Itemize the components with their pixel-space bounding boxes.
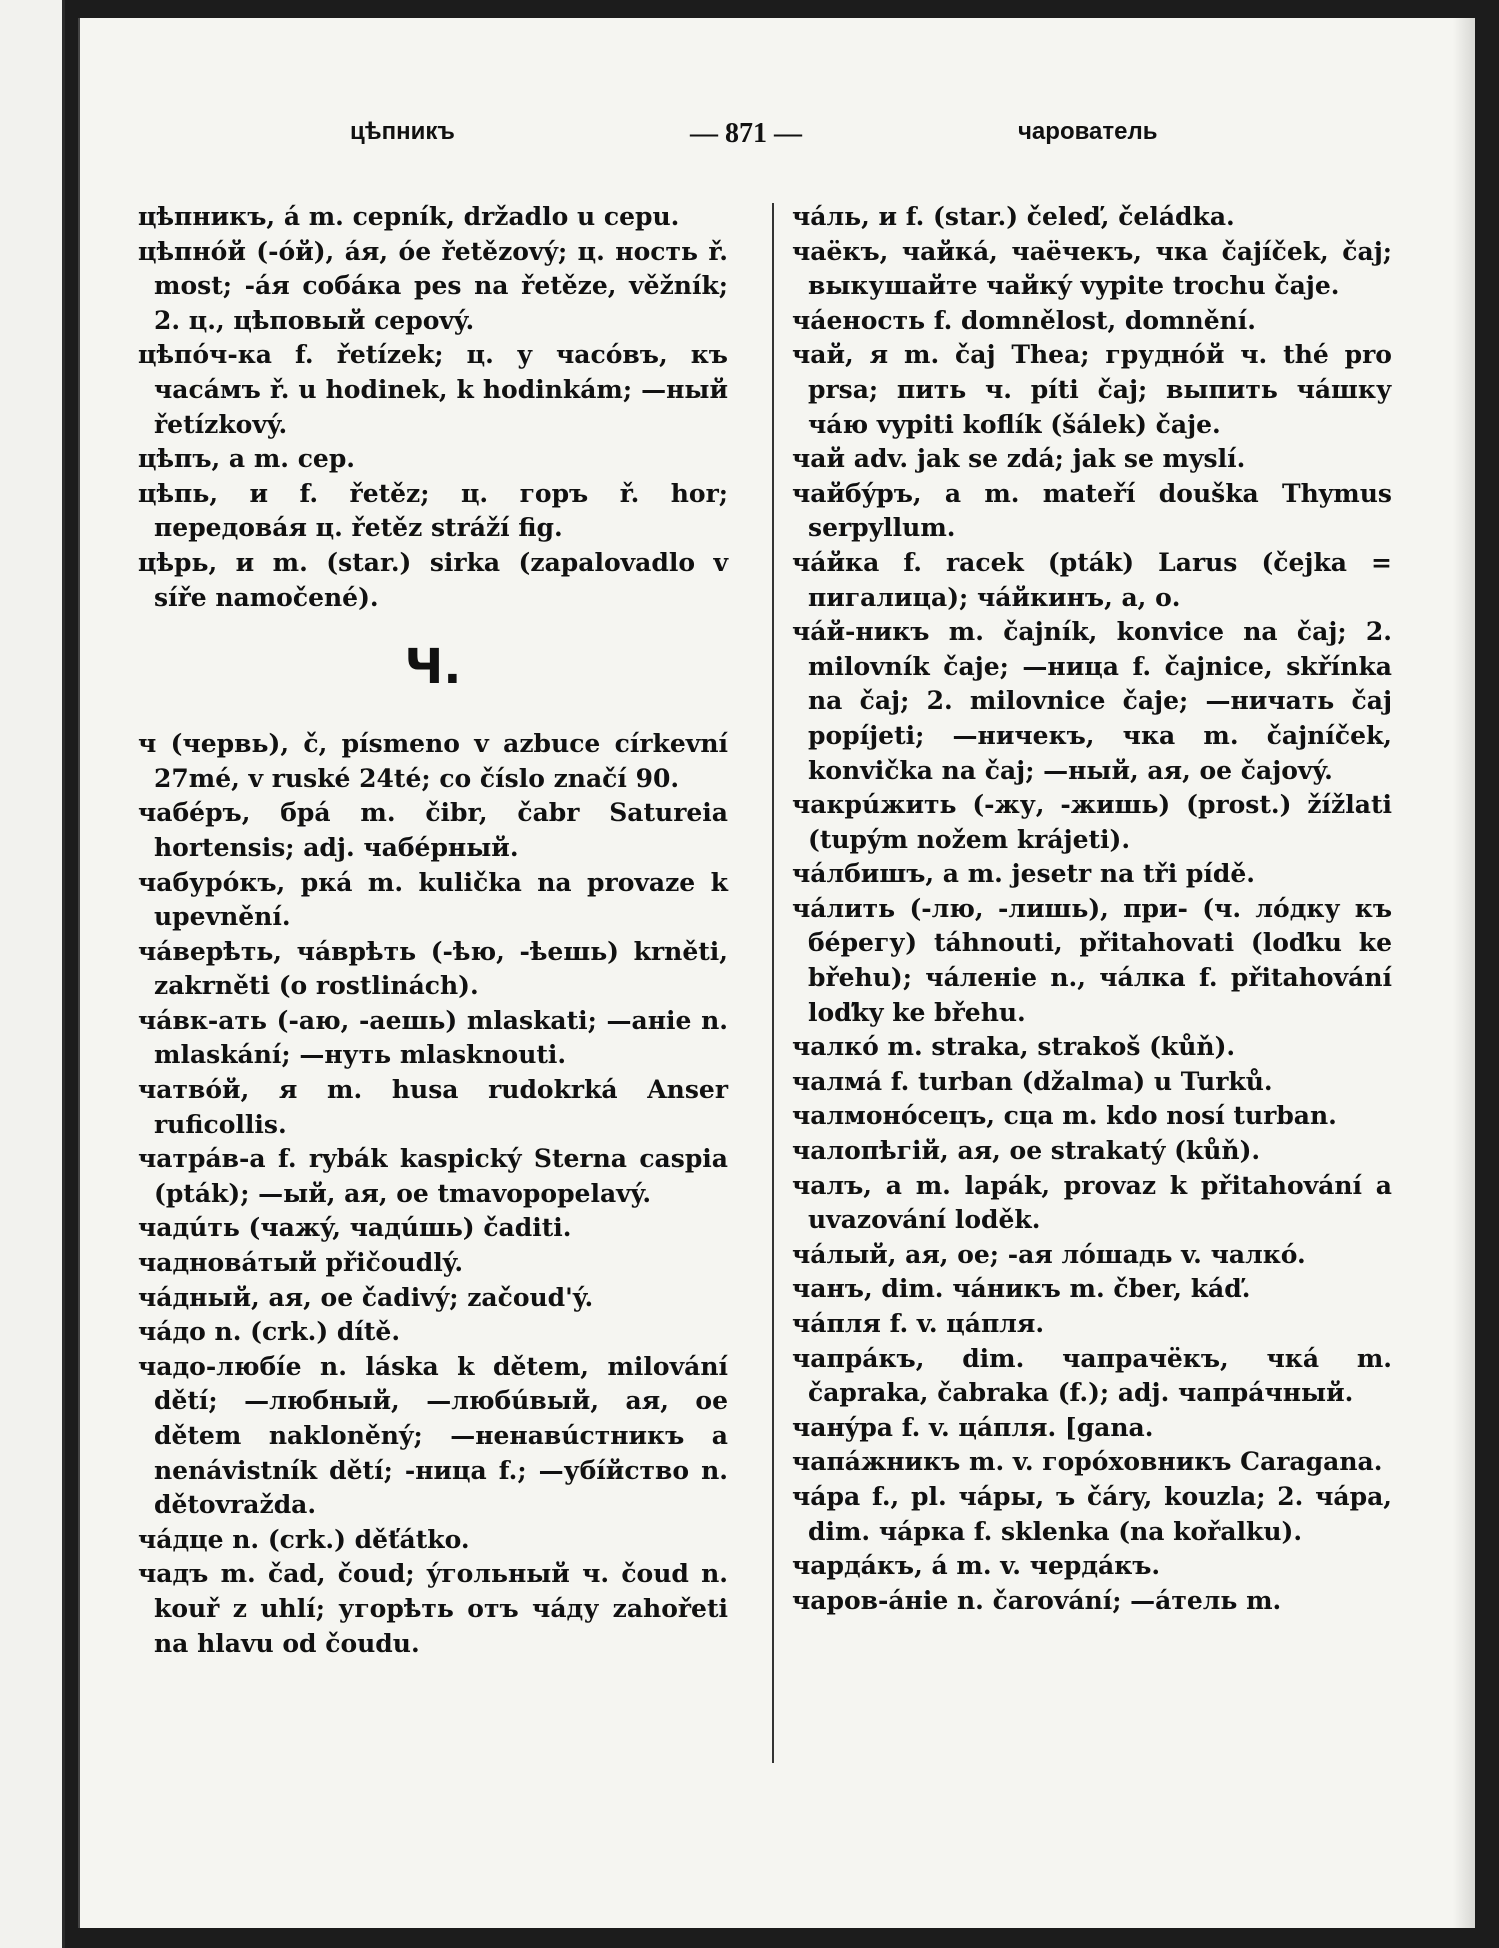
dictionary-entry: чáдный, ая, ое čadivý; začoud'ý.: [138, 1282, 594, 1312]
page-edge-shadow: [1453, 18, 1475, 1928]
dictionary-entry: чадúть (чажý, чадúшь) čaditi.: [138, 1213, 572, 1243]
dictionary-entry: чалмонóсецъ, сца m. kdo nosí turban.: [792, 1101, 1337, 1131]
left-entries-before: [138, 200, 728, 615]
dictionary-entry: цѣпь, и f. řetěz; ц. горъ ř. hor; передовáя ц. řetěz stráží fig.: [138, 478, 728, 543]
dictionary-entry: чадо-любíе n. láska k dětem, milování dětí; —любный, —любúвый, ая, ое dětem nakloněný; —ненавúстникъ a nenávistník dětí; -ница f.; —убíйство n. dětovražda.: [138, 1351, 728, 1520]
dictionary-entry: чáйка f. racek (pták) Larus (čejka = пигалица); чáйкинъ, а, о.: [792, 547, 1392, 612]
dictionary-entry: чапрáкъ, dim. чапрачёкъ, чкá m. čapraka, čabraka (f.); adj. чапрáчный.: [792, 1343, 1392, 1408]
left-entries-after: [138, 727, 728, 1661]
dictionary-entry: чáлый, ая, ое; -ая лóшадь v. чалкó.: [792, 1239, 1306, 1269]
right-column: [792, 200, 1392, 1618]
dictionary-entry: чардáкъ, á m. v. чердáкъ.: [792, 1551, 1161, 1581]
dictionary-entry: чабéръ, брá m. čibr, čabr Satureia hortensis; adj. чабéрный.: [138, 798, 728, 862]
dictionary-entry: чаёкъ, чайкá, чаёчекъ, чка čajíček, čaj; выкушайте чайкý vypite trochu čaje.: [792, 236, 1392, 301]
dictionary-entry: чáпля f. v. цáпля.: [792, 1309, 1045, 1338]
dictionary-entry: чáвк-ать (-аю, -аешь) mlaskati; —анie n. mlaskání; —нуть mlasknouti.: [138, 1005, 728, 1070]
dictionary-entry: чайбýръ, а m. mateří douška Thymus serpyllum.: [792, 478, 1392, 543]
dictionary-entry: ч (червь), č, písmeno v azbuce církevní 27mé, v ruské 24té; co číslo značí 90.: [138, 729, 728, 793]
dictionary-entry: чáлить (-лю, -лишь), при- (ч. лóдку къ бéрегу) táhnouti, přitahovati (loďku ke břehu); чáленie n., чáлка f. přitahování loďky ke břehu.: [792, 893, 1392, 1027]
dictionary-entry: чакрúжить (-жу, -жишь) (prost.) žížlati (tupým nožem krájeti).: [792, 790, 1392, 854]
dictionary-entry: чáль, и f. (star.) čeleď, čeládka.: [792, 202, 1235, 231]
dictionary-entry: чай adv. jak se zdá; jak se myslí.: [792, 444, 1246, 474]
dictionary-entry: чапáжникъ m. v. горóховникъ Caragana.: [792, 1447, 1383, 1477]
dictionary-entry: чай, я m. čaj Thea; груднóй ч. thé pro prsa; пить ч. píti čaj; выпить чáшку чáю vypiti koflík (šálek) čaje.: [792, 340, 1392, 439]
dictionary-entry: чáдо n. (crk.) dítě.: [138, 1317, 401, 1347]
dictionary-entry: чáеность f. domnělost, domnění.: [792, 305, 1256, 335]
dictionary-entry: чабурóкъ, ркá m. kulička na provaze k upevnění.: [138, 867, 728, 932]
dictionary-page: [78, 18, 1475, 1928]
header-left-word: цѣпникъ: [350, 118, 455, 145]
letter-heading: Ч.: [404, 639, 462, 696]
dictionary-entry: чаров-áнie n. čarování; —áтель m.: [792, 1585, 1282, 1615]
column-divider: [772, 203, 774, 1763]
dictionary-entry: чатрáв-а f. rybák kaspický Sterna caspia (pták); —ый, ая, ое tmavopopelavý.: [138, 1144, 728, 1208]
dictionary-entry: чанъ, dim. чáникъ m. čber, káď.: [792, 1274, 1251, 1304]
dictionary-entry: цѣпóч-ка f. řetízek; ц. у часóвъ, къ часáмъ ř. u hodinek, k hodinkám; —ный řetízkový.: [138, 340, 728, 439]
header-right-word: чарователь: [1018, 118, 1158, 145]
right-entries: [792, 200, 1392, 1618]
dictionary-entry: цѣпнóй (-óй), áя, óе řetězový; ц. ность ř. most; -áя собáка pes na řetěze, věžník; 2. ц., цѣповый cepový.: [138, 236, 728, 335]
dictionary-entry: чáра f., pl. чáры, ъ čáry, kouzla; 2. чáра, dim. чáрка f. sklenka (na kořalku).: [792, 1481, 1392, 1546]
dictionary-entry: чáлбишъ, а m. jesetr na tři pídě.: [792, 859, 1255, 889]
left-column: [138, 200, 728, 1661]
dictionary-entry: чáдце n. (crk.) děťátko.: [138, 1524, 470, 1554]
dictionary-entry: цѣрь, и m. (star.) sirka (zapalovadlo v síře namočené).: [138, 547, 728, 612]
dictionary-entry: цѣпникъ, á m. cepník, držadlo u cepu.: [138, 202, 680, 231]
dictionary-entry: чатвóй, я m. husa rudokrká Anser ruficollis.: [138, 1075, 728, 1139]
dictionary-entry: чадъ m. čad, čoud; ýгольный ч. čoud n. kouř z uhlí; угорѣть отъ чáду zahořeti na hlavu od čoudu.: [138, 1559, 728, 1658]
dictionary-entry: чалкó m. straka, strakoš (kůň).: [792, 1032, 1236, 1062]
dictionary-entry: чáверѣть, чáврѣть (-ѣю, -ѣешь) krněti, zakrněti (o rostlinách).: [138, 936, 728, 1001]
dictionary-entry: чáй-никъ m. čajník, konvice na čaj; 2. milovník čaje; —ница f. čajnice, skřínka na čaj; 2. milovnice čaje; —ничать čaj popíjeti; —ничекъ, чка m. čajníček, konvička na čaj; —ный, ая, ое čajový.: [792, 617, 1392, 785]
dictionary-entry: чалъ, а m. lapák, provaz k přitahování a uvazování loděk.: [792, 1170, 1392, 1235]
dictionary-entry: чалмá f. turban (džalma) u Turků.: [792, 1066, 1273, 1096]
page-number: — 871 —: [690, 118, 802, 149]
dictionary-entry: цѣпъ, а m. cep.: [138, 444, 356, 474]
running-head: [80, 118, 1475, 154]
dictionary-entry: чанýра f. v. цáпля. [gana.: [792, 1412, 1154, 1442]
dictionary-entry: чадновáтый přičoudlý.: [138, 1248, 464, 1278]
adjacent-page-edge: [0, 0, 65, 1948]
dictionary-entry: чалопѣгій, ая, ое strakatý (kůň).: [792, 1136, 1261, 1166]
